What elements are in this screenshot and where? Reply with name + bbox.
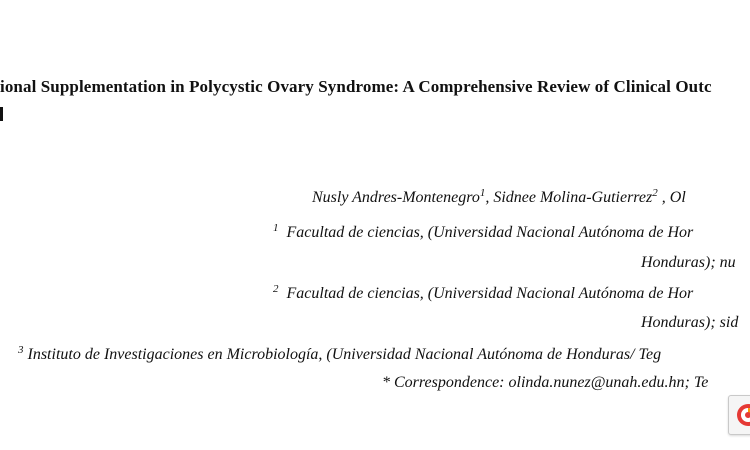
affiliation-3-mark: 3 [18, 344, 24, 356]
app-logo-icon [735, 402, 750, 428]
affiliation-2 [273, 284, 693, 304]
affiliation-1-mark: 1 [273, 222, 279, 234]
author-2: Sidnee Molina-Gutierrez [493, 189, 653, 206]
affiliation-2-text: Facultad de ciencias, (Universidad Nacional Autónoma de Hor [286, 285, 694, 302]
author-2-affiliation-mark: 2 [652, 187, 658, 199]
author-1: Nusly Andres-Montenegro [312, 189, 480, 206]
paper-title: ional Supplementation in Polycystic Ovary Syndrome: A Comprehensive Review of Clinical Outc [0, 77, 712, 96]
affiliation-1 [273, 223, 693, 243]
affiliation-3-text: Instituto de Investigaciones en Microbiología, (Universidad Nacional Autónoma de Honduras/ Teg [27, 346, 662, 363]
affiliation-2-continuation: Honduras); sid [641, 314, 739, 331]
author-list [312, 188, 686, 208]
title-continuation-fragment [0, 107, 3, 121]
correspondence-line: * Correspondence: olinda.nunez@unah.edu.hn; Te [382, 374, 709, 391]
affiliation-1-text: Facultad de ciencias, (Universidad Nacional Autónoma de Hor [286, 224, 694, 241]
affiliation-3 [18, 345, 661, 365]
floating-app-button[interactable] [728, 395, 750, 435]
affiliation-1-continuation: Honduras); nu [641, 254, 736, 271]
affiliation-2-mark: 2 [273, 283, 279, 295]
author-1-affiliation-mark: 1 [479, 187, 486, 199]
author-3-fragment: , Ol [657, 189, 686, 206]
author-separator: , [485, 189, 494, 206]
